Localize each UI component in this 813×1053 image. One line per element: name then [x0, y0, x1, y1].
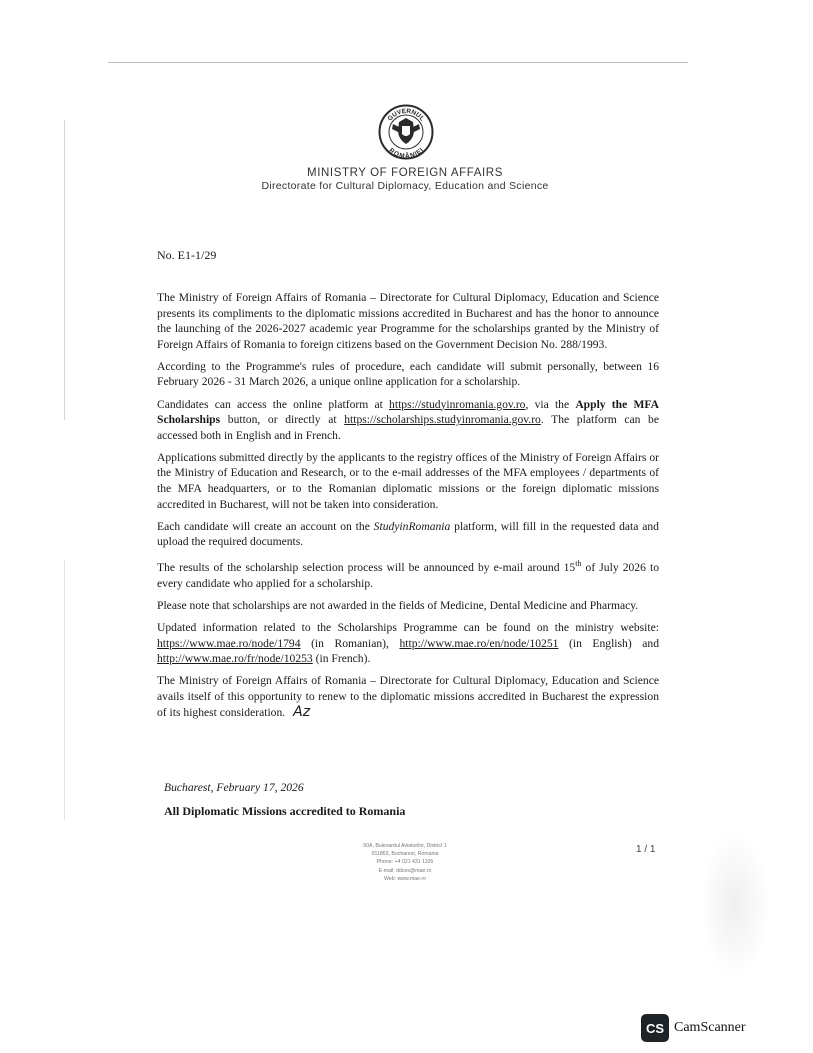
- paragraph-closing: [157, 673, 659, 720]
- footer-line: Phone: +4 021 431 1105: [376, 859, 434, 866]
- camscanner-label: CamScanner: [674, 1020, 746, 1035]
- footer-line: E-mail: ddces@mae.ro: [378, 867, 432, 874]
- directorate-name: Directorate for Cultural Diplomacy, Education and Science: [261, 180, 549, 192]
- text-run: . The platform can be accessed both in English and in French.: [157, 413, 659, 442]
- scan-margin-line: [64, 120, 65, 420]
- text-run: button, or directly at: [220, 413, 345, 427]
- ordinal-suffix: th: [575, 559, 582, 569]
- apply-button-name: Apply the MFA Scholarships: [157, 397, 659, 427]
- mae-romanian-link[interactable]: https://www.mae.ro/node/1794: [157, 636, 301, 650]
- mae-english-link[interactable]: http://www.mae.ro/en/node/10251: [399, 636, 559, 650]
- paragraph-results: [157, 556, 659, 591]
- text-run: platform, will fill in the requested data and upload the required documents.: [157, 519, 659, 549]
- platform-name: StudyinRomania: [373, 519, 451, 533]
- footer-line: 011863, Bucharest, Romania: [371, 851, 439, 858]
- paragraph-announcement: The Ministry of Foreign Affairs of Romania – Directorate for Cultural Diplomacy, Education and Science presents its compliments to the diplomatic missions accredited in Bucharest and has the honor to announce the launching of the 2026-2027 academic year Programme for the scholarships granted by the Ministry of Foreign Affairs of Romania to foreign citizens based on the Government Decision No. 288/1993.: [157, 291, 659, 351]
- paragraph-excluded-fields: Please note that scholarships are not awarded in the fields of Medicine, Dental Medicine and Pharmacy.: [157, 598, 639, 612]
- text-run: (in French).: [312, 652, 371, 666]
- place-date: Bucharest, February 17, 2026: [164, 781, 304, 794]
- letterhead: [200, 166, 610, 193]
- text-run: Candidates can access the online platform at: [157, 397, 390, 411]
- letter-body: [157, 290, 659, 727]
- text-run: Updated information related to the Scholarships Programme can be found on the ministry website:: [157, 621, 659, 635]
- scholarships-link[interactable]: https://scholarships.studyinromania.gov.ro: [344, 413, 541, 427]
- text-run: The Ministry of Foreign Affairs of Romania – Directorate for Cultural Diplomacy, Education and Science avails itself of this opportunity to renew to the diplomatic missions accredited in Bucharest the expression of its highest consideration.: [157, 674, 659, 719]
- paragraph-application-period: According to the Programme's rules of procedure, each candidate will submit personally, between 16 February 2026 - 31 March 2026, a unique online application for a scholarship.: [157, 359, 659, 389]
- paragraph-platform-access: [157, 397, 659, 444]
- scan-margin-line: [64, 560, 65, 820]
- scan-smudge: [700, 830, 770, 980]
- mae-french-link[interactable]: http://www.mae.ro/fr/node/10253: [157, 652, 313, 666]
- text-run: The results of the scholarship selection process will be announced by e-mail around 15: [157, 561, 576, 575]
- handwritten-initials: Az: [293, 703, 311, 720]
- seal-text-bottom: ROMÂNIEI: [387, 146, 425, 160]
- paragraph-rejected-submissions: Applications submitted directly by the applicants to the registry offices of the Ministry of Foreign Affairs or the Ministry of Education and Research, or to the e-mail addresses of the MFA employees / departments of the MFA headquarters, or to the Romanian diplomatic missions or the foreign diplomatic missions accredited in Bucharest, will not be taken into consideration.: [157, 450, 659, 511]
- studyinromania-link[interactable]: https://studyinromania.gov.ro: [389, 397, 526, 411]
- seal-text-top: GUVERNUL: [386, 107, 426, 123]
- paragraph-updated-info: [157, 620, 659, 667]
- text-run: (in English) and: [558, 636, 659, 650]
- document-number: No. E1-1/29: [157, 248, 217, 262]
- text-run: Each candidate will create an account on the: [157, 519, 374, 533]
- footer-address: [320, 842, 490, 883]
- ministry-name: MINISTRY OF FOREIGN AFFAIRS: [307, 167, 503, 179]
- footer-line: Web: www.mae.ro: [384, 875, 426, 882]
- text-run: (in Romanian),: [300, 636, 400, 650]
- paragraph-account-creation: [157, 519, 659, 550]
- recipient: All Diplomatic Missions accredited to Romania: [164, 804, 406, 818]
- page-number: 1 / 1: [636, 844, 656, 855]
- text-run: of July 2026 to every candidate who applied for a scholarship.: [157, 561, 659, 590]
- scan-top-edge: [108, 62, 688, 63]
- text-run: , via the: [525, 397, 576, 411]
- footer-line: 50A, Bulevardul Aviatorilor, District 1: [363, 843, 447, 849]
- camscanner-logo-icon: CS: [641, 1014, 669, 1042]
- government-seal-icon: [378, 104, 434, 160]
- camscanner-watermark: [641, 1014, 746, 1042]
